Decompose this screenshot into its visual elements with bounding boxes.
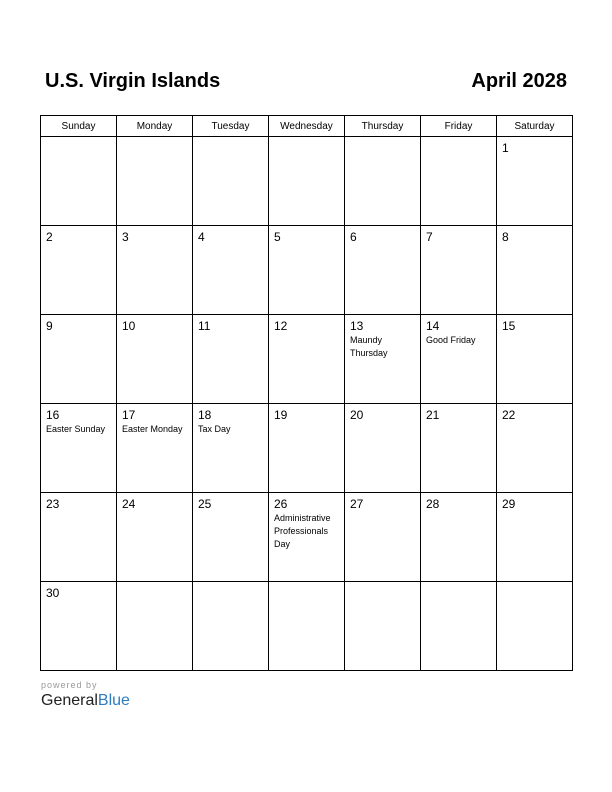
- day-cell: [497, 137, 573, 226]
- day-cell: [421, 404, 497, 493]
- day-cell: [117, 493, 193, 582]
- day-cell: [421, 315, 497, 404]
- weekday-friday: Friday: [421, 116, 497, 137]
- week-row: [41, 493, 573, 582]
- day-cell: [497, 582, 573, 671]
- day-cell: [41, 582, 117, 671]
- footer-branding: [41, 680, 130, 710]
- day-cell: [41, 315, 117, 404]
- day-cell: [193, 315, 269, 404]
- brand-general-text: General: [41, 692, 98, 709]
- day-cell: [193, 493, 269, 582]
- day-number: 23: [46, 497, 60, 511]
- day-cell: [193, 582, 269, 671]
- holiday-label: Maundy Thursday: [350, 335, 388, 358]
- day-number: 2: [46, 230, 53, 244]
- day-number: 30: [46, 586, 60, 600]
- day-number: 9: [46, 319, 53, 333]
- day-number: 6: [350, 230, 357, 244]
- day-number: 11: [198, 319, 211, 333]
- country-title: U.S. Virgin Islands: [45, 70, 221, 92]
- day-cell: [117, 582, 193, 671]
- day-cell: [41, 493, 117, 582]
- day-cell: [345, 315, 421, 404]
- day-cell: [269, 404, 345, 493]
- weekday-tuesday: Tuesday: [193, 116, 269, 137]
- powered-by-text: powered by: [41, 680, 98, 690]
- day-number: 24: [122, 497, 136, 511]
- holiday-label: Easter Sunday: [46, 424, 106, 434]
- day-number: 1: [502, 141, 509, 155]
- day-cell: [421, 137, 497, 226]
- day-number: 5: [274, 230, 281, 244]
- week-row: [41, 582, 573, 671]
- weekday-thursday: Thursday: [345, 116, 421, 137]
- day-cell: [421, 493, 497, 582]
- week-row: [41, 137, 573, 226]
- day-cell: [345, 404, 421, 493]
- day-cell: [497, 404, 573, 493]
- week-row: [41, 226, 573, 315]
- brand-blue-text: Blue: [97, 692, 130, 709]
- day-number: 12: [274, 319, 288, 333]
- calendar-grid: [40, 115, 573, 671]
- day-number: 20: [350, 408, 364, 422]
- day-number: 8: [502, 230, 509, 244]
- day-cell: [193, 137, 269, 226]
- day-cell: [345, 137, 421, 226]
- day-cell: [117, 404, 193, 493]
- weekday-header-row: [41, 116, 573, 137]
- holiday-label: Administrative Professionals Day: [274, 513, 331, 549]
- generalblue-logo[interactable]: [41, 692, 130, 710]
- day-number: 15: [502, 319, 516, 333]
- day-number: 14: [426, 319, 440, 333]
- day-cell: [345, 493, 421, 582]
- day-cell: [497, 226, 573, 315]
- day-cell: [269, 582, 345, 671]
- day-number: 22: [502, 408, 516, 422]
- day-number: 18: [198, 408, 212, 422]
- day-number: 7: [426, 230, 433, 244]
- day-cell: [345, 226, 421, 315]
- day-cell: [497, 493, 573, 582]
- day-cell: [421, 582, 497, 671]
- day-cell: [41, 404, 117, 493]
- day-number: 16: [46, 408, 60, 422]
- week-row: [41, 404, 573, 493]
- day-cell: [269, 226, 345, 315]
- holiday-label: Tax Day: [198, 424, 231, 434]
- day-cell: [269, 137, 345, 226]
- day-cell: [497, 315, 573, 404]
- day-cell: [41, 226, 117, 315]
- day-number: 25: [198, 497, 212, 511]
- day-number: 19: [274, 408, 288, 422]
- day-number: 17: [122, 408, 136, 422]
- day-cell: [117, 226, 193, 315]
- day-number: 3: [122, 230, 129, 244]
- day-number: 27: [350, 497, 364, 511]
- holiday-label: Good Friday: [426, 335, 476, 345]
- holiday-label: Easter Monday: [122, 424, 183, 434]
- day-number: 13: [350, 319, 364, 333]
- day-cell: [41, 137, 117, 226]
- month-title: April 2028: [471, 70, 567, 92]
- day-cell: [269, 493, 345, 582]
- day-number: 21: [426, 408, 440, 422]
- day-number: 10: [122, 319, 136, 333]
- day-number: 28: [426, 497, 440, 511]
- day-cell: [421, 226, 497, 315]
- day-cell: [269, 315, 345, 404]
- day-number: 26: [274, 497, 288, 511]
- weekday-saturday: Saturday: [497, 116, 573, 137]
- weekday-monday: Monday: [117, 116, 193, 137]
- day-number: 29: [502, 497, 516, 511]
- day-cell: [193, 404, 269, 493]
- day-cell: [345, 582, 421, 671]
- day-cell: [117, 137, 193, 226]
- weekday-sunday: Sunday: [41, 116, 117, 137]
- weekday-wednesday: Wednesday: [269, 116, 345, 137]
- week-row: [41, 315, 573, 404]
- day-cell: [117, 315, 193, 404]
- day-number: 4: [198, 230, 205, 244]
- day-cell: [193, 226, 269, 315]
- calendar-header: [40, 70, 573, 100]
